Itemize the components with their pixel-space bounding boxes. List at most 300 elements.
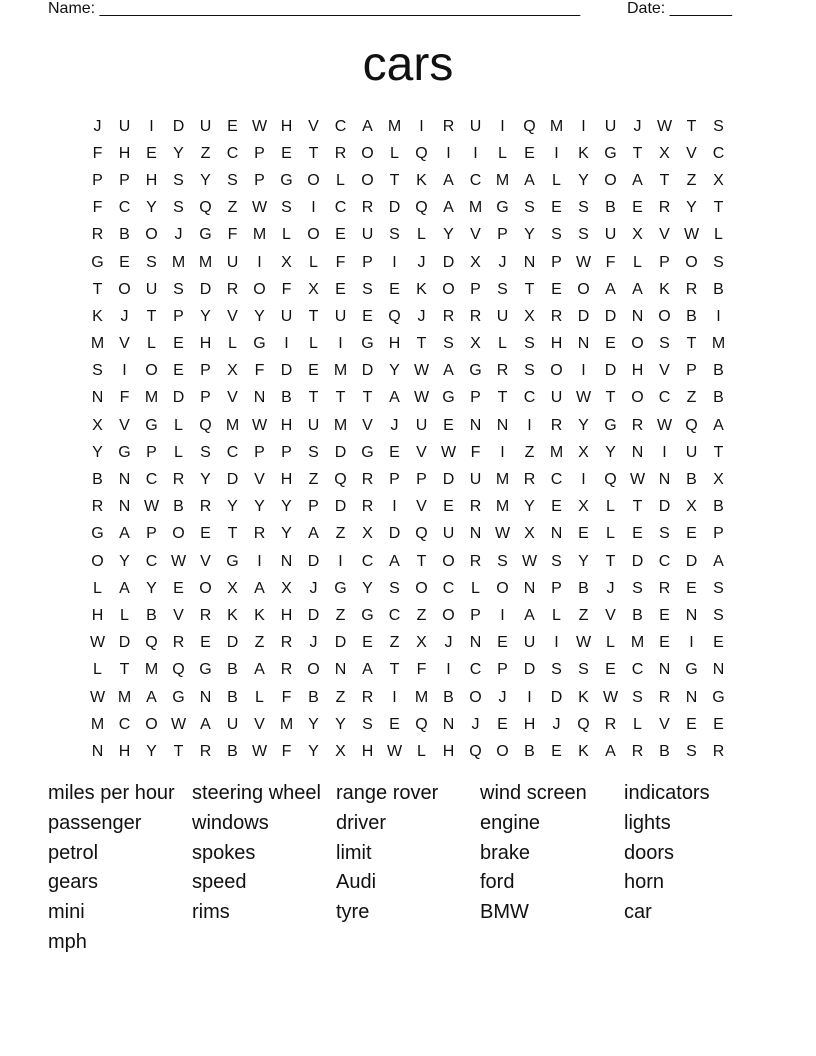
grid-letter: J bbox=[309, 634, 318, 652]
grid-letter: I bbox=[392, 688, 397, 706]
grid-letter: V bbox=[659, 226, 670, 244]
grid-letter: A bbox=[443, 199, 454, 217]
grid-letter: N bbox=[118, 471, 131, 489]
grid-letter: D bbox=[523, 661, 536, 679]
grid-letter: C bbox=[388, 606, 401, 624]
grid-letter: O bbox=[307, 171, 320, 189]
grid-letter: K bbox=[659, 280, 670, 298]
grid-letter: V bbox=[308, 117, 319, 135]
grid-letter: U bbox=[226, 715, 239, 733]
grid-letter: E bbox=[551, 498, 562, 516]
grid-letter: T bbox=[713, 443, 724, 461]
grid-letter: W bbox=[683, 226, 700, 244]
grid-letter: U bbox=[550, 389, 563, 407]
grid-letter: T bbox=[497, 389, 508, 407]
grid-letter: E bbox=[200, 634, 211, 652]
grid-letter: R bbox=[658, 688, 671, 706]
grid-letter: S bbox=[362, 715, 373, 733]
grid-letter: F bbox=[92, 199, 103, 217]
grid-letter: M bbox=[549, 443, 564, 461]
grid-letter: C bbox=[145, 552, 158, 570]
grid-letter: B bbox=[281, 389, 292, 407]
grid-letter: Z bbox=[686, 171, 697, 189]
grid-letter: M bbox=[225, 416, 240, 434]
grid-letter: S bbox=[524, 199, 535, 217]
grid-letter: G bbox=[199, 226, 212, 244]
grid-letter: A bbox=[200, 715, 211, 733]
word-bank-item: petrol bbox=[48, 841, 99, 864]
grid-letter: J bbox=[552, 715, 561, 733]
grid-letter: T bbox=[362, 389, 373, 407]
grid-letter: M bbox=[468, 199, 483, 217]
grid-letter: X bbox=[632, 226, 643, 244]
grid-letter: S bbox=[146, 253, 157, 271]
word-bank-item: miles per hour bbox=[48, 782, 175, 804]
grid-letter: Y bbox=[146, 199, 157, 217]
grid-letter: L bbox=[417, 742, 426, 760]
grid-letter: S bbox=[632, 688, 643, 706]
grid-letter: R bbox=[280, 661, 293, 679]
grid-letter: R bbox=[199, 742, 212, 760]
grid-letter: X bbox=[713, 171, 724, 189]
grid-letter: O bbox=[496, 742, 509, 760]
grid-letter: J bbox=[498, 688, 507, 706]
grid-letter: R bbox=[334, 144, 347, 162]
grid-letter: C bbox=[658, 552, 671, 570]
grid-letter: X bbox=[524, 307, 535, 325]
grid-letter: J bbox=[309, 579, 318, 597]
grid-row bbox=[84, 657, 732, 684]
grid-letter: B bbox=[146, 606, 157, 624]
grid-letter: S bbox=[659, 335, 670, 353]
grid-letter: G bbox=[334, 579, 347, 597]
grid-letter: X bbox=[92, 416, 103, 434]
grid-letter: H bbox=[550, 335, 563, 353]
grid-letter: Y bbox=[281, 498, 292, 516]
grid-letter: I bbox=[311, 199, 316, 217]
grid-letter: N bbox=[199, 688, 212, 706]
grid-letter: T bbox=[416, 552, 427, 570]
grid-letter: C bbox=[118, 199, 131, 217]
grid-letter: V bbox=[686, 144, 697, 162]
grid-letter: S bbox=[713, 253, 724, 271]
grid-letter: Z bbox=[335, 606, 346, 624]
grid-letter: A bbox=[362, 117, 373, 135]
grid-letter: Y bbox=[281, 525, 292, 543]
grid-letter: R bbox=[685, 280, 698, 298]
grid-letter: F bbox=[92, 144, 103, 162]
word-bank-item: rims bbox=[192, 901, 230, 924]
grid-letter: Y bbox=[578, 416, 589, 434]
grid-letter: B bbox=[227, 688, 238, 706]
word-bank-item: Audi bbox=[336, 871, 377, 894]
grid-letter: M bbox=[333, 416, 348, 434]
grid-letter: L bbox=[309, 253, 318, 271]
grid-letter: B bbox=[308, 688, 319, 706]
grid-letter: N bbox=[712, 661, 725, 679]
grid-letter: E bbox=[605, 335, 616, 353]
grid-letter: O bbox=[415, 579, 428, 597]
grid-letter: S bbox=[524, 362, 535, 380]
grid-letter: D bbox=[658, 498, 671, 516]
grid-letter: M bbox=[495, 171, 510, 189]
grid-letter: T bbox=[308, 389, 319, 407]
grid-letter: T bbox=[389, 171, 400, 189]
grid-row bbox=[84, 385, 732, 412]
grid-letter: I bbox=[554, 144, 559, 162]
name-field: Name: ______________________________________________________ bbox=[48, 0, 581, 17]
grid-letter: R bbox=[361, 199, 374, 217]
grid-letter: O bbox=[253, 280, 266, 298]
word-bank-item: doors bbox=[624, 841, 675, 864]
grid-letter: S bbox=[578, 226, 589, 244]
grid-letter: C bbox=[658, 389, 671, 407]
grid-letter: E bbox=[335, 226, 346, 244]
grid-letter: O bbox=[307, 226, 320, 244]
grid-letter: A bbox=[713, 552, 724, 570]
grid-letter: E bbox=[551, 199, 562, 217]
grid-letter: Q bbox=[685, 416, 698, 434]
grid-letter: X bbox=[659, 144, 670, 162]
grid-letter: M bbox=[414, 688, 429, 706]
grid-letter: E bbox=[659, 606, 670, 624]
grid-letter: Q bbox=[145, 634, 158, 652]
grid-letter: N bbox=[253, 389, 266, 407]
grid-letter: R bbox=[658, 199, 671, 217]
grid-letter: G bbox=[361, 335, 374, 353]
grid-letter: Y bbox=[200, 171, 211, 189]
grid-letter: U bbox=[226, 253, 239, 271]
grid-letter: Y bbox=[92, 443, 103, 461]
word-bank-item: ford bbox=[480, 871, 515, 894]
grid-letter: S bbox=[551, 661, 562, 679]
grid-letter: H bbox=[631, 362, 644, 380]
grid-letter: M bbox=[387, 117, 402, 135]
word-bank-item: indicators bbox=[624, 782, 710, 804]
grid-letter: N bbox=[658, 471, 671, 489]
grid-letter: R bbox=[550, 416, 563, 434]
grid-letter: T bbox=[659, 171, 670, 189]
grid-letter: P bbox=[254, 171, 265, 189]
grid-letter: E bbox=[173, 362, 184, 380]
grid-letter: S bbox=[497, 552, 508, 570]
grid-row bbox=[84, 494, 732, 521]
grid-letter: O bbox=[442, 606, 455, 624]
grid-letter: R bbox=[253, 525, 266, 543]
grid-letter: S bbox=[362, 280, 373, 298]
grid-letter: G bbox=[685, 661, 698, 679]
grid-row bbox=[84, 140, 732, 167]
grid-row bbox=[84, 303, 732, 330]
grid-letter: L bbox=[336, 171, 345, 189]
grid-letter: L bbox=[282, 226, 291, 244]
grid-letter: Z bbox=[524, 443, 535, 461]
grid-letter: Y bbox=[443, 226, 454, 244]
grid-letter: S bbox=[389, 579, 400, 597]
grid-letter: U bbox=[361, 226, 374, 244]
grid-letter: O bbox=[361, 144, 374, 162]
grid-letter: L bbox=[606, 525, 615, 543]
grid-letter: P bbox=[146, 525, 157, 543]
grid-letter: W bbox=[629, 471, 646, 489]
grid-letter: I bbox=[689, 634, 694, 652]
grid-letter: D bbox=[388, 199, 401, 217]
grid-letter: O bbox=[550, 362, 563, 380]
grid-letter: M bbox=[549, 117, 564, 135]
grid-letter: G bbox=[442, 389, 455, 407]
grid-letter: Z bbox=[335, 688, 346, 706]
grid-letter: P bbox=[200, 362, 211, 380]
grid-letter: R bbox=[280, 634, 293, 652]
grid-letter: Y bbox=[173, 144, 184, 162]
grid-letter: U bbox=[469, 117, 482, 135]
grid-letter: P bbox=[281, 443, 292, 461]
grid-letter: Q bbox=[577, 715, 590, 733]
grid-letter: F bbox=[119, 389, 130, 407]
grid-letter: V bbox=[416, 498, 427, 516]
word-bank-item: mph bbox=[48, 930, 87, 953]
grid-letter: W bbox=[251, 742, 268, 760]
grid-letter: H bbox=[280, 117, 293, 135]
grid-letter: N bbox=[91, 742, 104, 760]
grid-letter: E bbox=[308, 362, 319, 380]
grid-letter: B bbox=[632, 606, 643, 624]
grid-letter: L bbox=[633, 715, 642, 733]
grid-letter: T bbox=[605, 552, 616, 570]
grid-letter: J bbox=[120, 307, 129, 325]
grid-letter: A bbox=[632, 280, 643, 298]
grid-letter: M bbox=[198, 253, 213, 271]
grid-letter: X bbox=[227, 362, 238, 380]
grid-letter: Q bbox=[415, 199, 428, 217]
grid-letter: O bbox=[577, 280, 590, 298]
grid-letter: P bbox=[686, 362, 697, 380]
grid-letter: X bbox=[713, 471, 724, 489]
grid-letter: R bbox=[523, 471, 536, 489]
grid-letter: Z bbox=[254, 634, 265, 652]
word-bank-item: brake bbox=[480, 841, 531, 864]
grid-letter: A bbox=[524, 171, 535, 189]
grid-letter: D bbox=[172, 117, 185, 135]
grid-letter: D bbox=[442, 253, 455, 271]
grid-letter: W bbox=[386, 742, 403, 760]
grid-letter: I bbox=[581, 471, 586, 489]
grid-letter: G bbox=[145, 416, 158, 434]
grid-letter: M bbox=[90, 335, 105, 353]
grid-letter: R bbox=[604, 715, 617, 733]
grid-letter: Z bbox=[335, 525, 346, 543]
grid-letter: B bbox=[686, 307, 697, 325]
grid-letter: I bbox=[257, 552, 262, 570]
grid-letter: O bbox=[199, 579, 212, 597]
grid-letter: Q bbox=[415, 715, 428, 733]
grid-letter: X bbox=[281, 579, 292, 597]
grid-letter: I bbox=[662, 443, 667, 461]
grid-letter: C bbox=[226, 443, 239, 461]
grid-letter: J bbox=[471, 715, 480, 733]
grid-letter: Z bbox=[686, 389, 697, 407]
grid-letter: G bbox=[361, 606, 374, 624]
grid-letter: A bbox=[605, 280, 616, 298]
grid-letter: Y bbox=[578, 171, 589, 189]
grid-letter: R bbox=[631, 416, 644, 434]
grid-letter: I bbox=[554, 634, 559, 652]
grid-letter: N bbox=[118, 498, 131, 516]
grid-letter: R bbox=[199, 498, 212, 516]
grid-row bbox=[84, 738, 732, 765]
grid-letter: X bbox=[470, 253, 481, 271]
grid-letter: A bbox=[443, 171, 454, 189]
grid-letter: K bbox=[227, 606, 238, 624]
grid-letter: Y bbox=[389, 362, 400, 380]
grid-letter: S bbox=[551, 552, 562, 570]
grid-letter: V bbox=[416, 443, 427, 461]
grid-letter: S bbox=[308, 443, 319, 461]
grid-letter: X bbox=[578, 498, 589, 516]
grid-letter: Y bbox=[524, 226, 535, 244]
grid-row bbox=[84, 521, 732, 548]
grid-letter: D bbox=[604, 307, 617, 325]
grid-letter: T bbox=[119, 661, 130, 679]
grid-letter: D bbox=[550, 688, 563, 706]
grid-letter: G bbox=[469, 362, 482, 380]
grid-letter: W bbox=[170, 715, 187, 733]
grid-letter: D bbox=[361, 362, 374, 380]
grid-letter: O bbox=[631, 335, 644, 353]
grid-letter: V bbox=[227, 389, 238, 407]
grid-letter: T bbox=[632, 498, 643, 516]
grid-letter: M bbox=[279, 715, 294, 733]
grid-letter: I bbox=[500, 443, 505, 461]
grid-row bbox=[84, 439, 732, 466]
grid-letter: P bbox=[173, 307, 184, 325]
grid-letter: W bbox=[413, 362, 430, 380]
grid-letter: X bbox=[362, 525, 373, 543]
grid-letter: K bbox=[254, 606, 265, 624]
grid-letter: X bbox=[524, 525, 535, 543]
grid-letter: G bbox=[118, 443, 131, 461]
grid-letter: C bbox=[118, 715, 131, 733]
grid-letter: S bbox=[713, 579, 724, 597]
grid-letter: V bbox=[173, 606, 184, 624]
grid-letter: R bbox=[361, 688, 374, 706]
grid-letter: T bbox=[92, 280, 103, 298]
word-bank-item: engine bbox=[480, 811, 541, 834]
grid-row bbox=[84, 630, 732, 657]
grid-letter: E bbox=[281, 144, 292, 162]
grid-letter: U bbox=[334, 307, 347, 325]
grid-letter: H bbox=[388, 335, 401, 353]
grid-letter: U bbox=[307, 416, 320, 434]
word-bank-item: BMW bbox=[480, 901, 529, 924]
grid-row bbox=[84, 249, 732, 276]
grid-letter: W bbox=[89, 634, 106, 652]
grid-letter: U bbox=[145, 280, 158, 298]
grid-letter: L bbox=[120, 606, 129, 624]
grid-letter: I bbox=[446, 661, 451, 679]
grid-letter: G bbox=[604, 416, 617, 434]
grid-letter: W bbox=[413, 389, 430, 407]
grid-letter: P bbox=[497, 661, 508, 679]
grid-letter: X bbox=[308, 280, 319, 298]
grid-letter: F bbox=[416, 661, 427, 679]
grid-letter: R bbox=[658, 579, 671, 597]
grid-letter: E bbox=[173, 579, 184, 597]
grid-letter: L bbox=[606, 634, 615, 652]
grid-letter: Q bbox=[388, 307, 401, 325]
grid-letter: P bbox=[119, 171, 130, 189]
grid-letter: U bbox=[199, 117, 212, 135]
grid-letter: X bbox=[686, 498, 697, 516]
grid-letter: S bbox=[551, 226, 562, 244]
grid-letter: E bbox=[605, 661, 616, 679]
grid-letter: T bbox=[632, 144, 643, 162]
grid-letter: F bbox=[281, 280, 292, 298]
grid-letter: V bbox=[254, 471, 265, 489]
grid-letter: L bbox=[93, 579, 102, 597]
grid-letter: C bbox=[226, 144, 239, 162]
grid-letter: U bbox=[523, 634, 536, 652]
grid-row bbox=[84, 711, 732, 738]
grid-letter: I bbox=[149, 117, 154, 135]
grid-letter: N bbox=[631, 443, 644, 461]
grid-letter: X bbox=[416, 634, 427, 652]
grid-letter: S bbox=[497, 280, 508, 298]
grid-letter: P bbox=[92, 171, 103, 189]
word-bank-item: windows bbox=[192, 811, 269, 834]
grid-letter: E bbox=[389, 280, 400, 298]
grid-letter: P bbox=[659, 253, 670, 271]
grid-letter: I bbox=[338, 552, 343, 570]
grid-letter: E bbox=[524, 144, 535, 162]
grid-letter: G bbox=[91, 253, 104, 271]
grid-letter: I bbox=[419, 117, 424, 135]
grid-letter: I bbox=[257, 253, 262, 271]
grid-letter: O bbox=[145, 715, 158, 733]
grid-letter: D bbox=[334, 443, 347, 461]
word-bank-item: limit bbox=[336, 841, 372, 864]
grid-letter: L bbox=[498, 335, 507, 353]
grid-letter: R bbox=[712, 742, 725, 760]
grid-letter: E bbox=[551, 742, 562, 760]
grid-letter: H bbox=[91, 606, 104, 624]
grid-letter: J bbox=[390, 416, 399, 434]
grid-letter: L bbox=[174, 416, 183, 434]
grid-letter: Y bbox=[686, 199, 697, 217]
grid-letter: N bbox=[334, 661, 347, 679]
grid-letter: N bbox=[442, 715, 455, 733]
grid-letter: H bbox=[280, 606, 293, 624]
grid-letter: W bbox=[251, 416, 268, 434]
grid-letter: Y bbox=[146, 742, 157, 760]
grid-letter: V bbox=[119, 335, 130, 353]
grid-letter: D bbox=[307, 606, 320, 624]
grid-letter: J bbox=[93, 117, 102, 135]
grid-letter: G bbox=[91, 525, 104, 543]
grid-letter: R bbox=[172, 471, 185, 489]
grid-letter: N bbox=[550, 525, 563, 543]
grid-letter: X bbox=[578, 443, 589, 461]
grid-letter: F bbox=[227, 226, 238, 244]
grid-letter: E bbox=[443, 498, 454, 516]
grid-row bbox=[84, 276, 732, 303]
grid-letter: K bbox=[578, 144, 589, 162]
grid-letter: E bbox=[713, 715, 724, 733]
grid-letter: S bbox=[686, 742, 697, 760]
grid-letter: M bbox=[171, 253, 186, 271]
grid-letter: D bbox=[604, 362, 617, 380]
grid-letter: Q bbox=[523, 117, 536, 135]
